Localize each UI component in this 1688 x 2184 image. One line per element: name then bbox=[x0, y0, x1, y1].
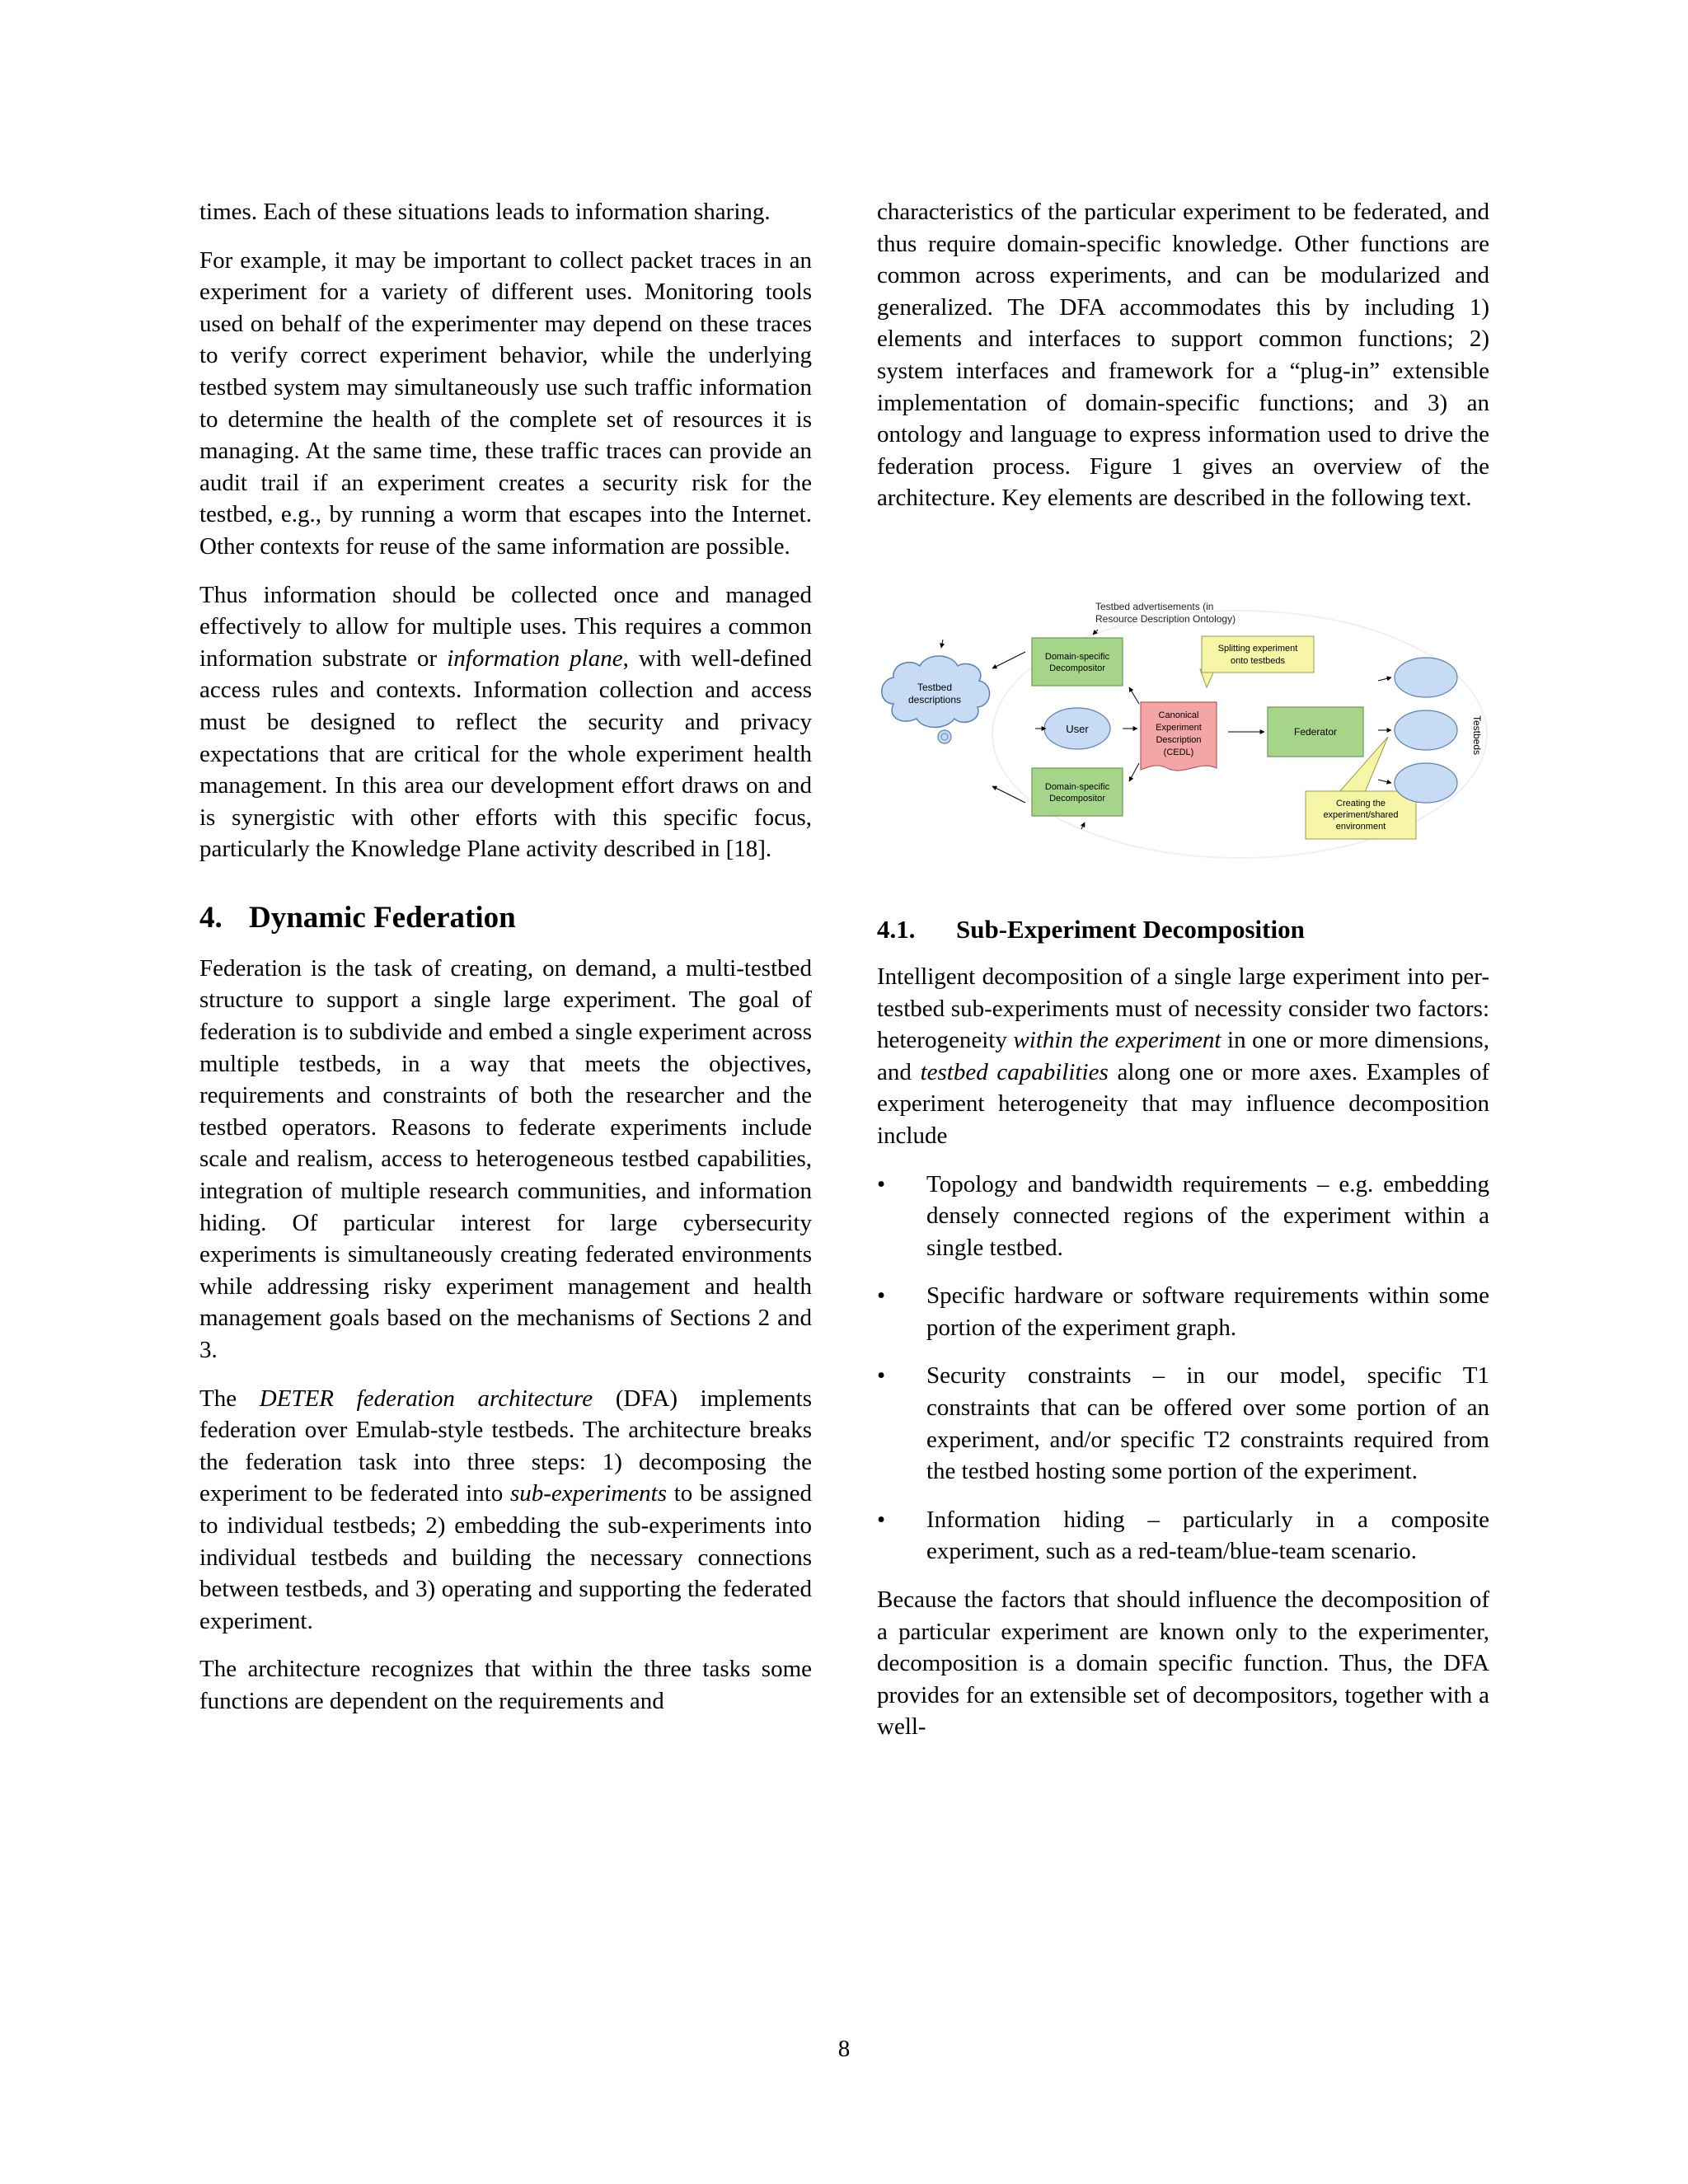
subsection-number: 4.1. bbox=[877, 914, 916, 944]
text-run: along one or more axes. Examples of experiment heterogeneity that may influence decomposition include bbox=[877, 1058, 1489, 1149]
creating-line1: Creating the bbox=[1336, 798, 1386, 808]
page-number: 8 bbox=[837, 2036, 851, 2062]
paragraph bbox=[877, 961, 1489, 1152]
list-item bbox=[877, 1504, 1489, 1568]
splitting-line2: onto testbeds bbox=[1230, 655, 1286, 666]
section-heading bbox=[199, 900, 812, 936]
text-run: , with well-defined access rules and contexts. Information collection and access must be designed to reflect the security and privacy expectations that are critical for the whole experiment health management. In this area our development effort draws on and is synergistic with other efforts with this specific focus, particularly the Knowledge Plane activity described in [18]. bbox=[199, 644, 812, 863]
decompositor-bottom-line2: Decompositor bbox=[1049, 793, 1105, 804]
italic-term: information plane bbox=[447, 644, 623, 672]
cedl-line2: Experiment bbox=[1156, 722, 1202, 733]
list-item-text: Security constraints – in our model, specific T1 constraints that can be offered over some portion of an experiment, and/or specific T2 constraints required from the testbed hosting some portion of the experiment. bbox=[926, 1362, 1489, 1485]
list-item bbox=[877, 1280, 1489, 1343]
list-item-text: Topology and bandwidth requirements – e.g. embedding densely connected regions of the experiment within a single testbed. bbox=[926, 1170, 1489, 1261]
bullet-icon: • bbox=[877, 1506, 886, 1533]
list-item bbox=[877, 1360, 1489, 1487]
subsection-title: Sub-Experiment Decomposition bbox=[956, 914, 1305, 944]
paragraph: times. Each of these situations leads to information sharing. bbox=[199, 199, 771, 225]
italic-term: testbed capabilities bbox=[920, 1058, 1109, 1085]
text-run: The bbox=[199, 1385, 260, 1412]
italic-term: DETER federation architecture bbox=[259, 1385, 593, 1412]
arrow-decompositor-to-cloud bbox=[992, 652, 1025, 668]
arrow-to-testbed bbox=[1378, 780, 1391, 783]
text-run: (DFA) implements federation over Emulab-style testbeds. The architecture breaks the federation task into three steps: 1) decomposing the experiment to be federated into bbox=[199, 1385, 812, 1507]
testbed-node bbox=[1395, 710, 1457, 750]
federator-node bbox=[1268, 707, 1363, 757]
testbed-descriptions-cloud bbox=[882, 656, 990, 743]
ad-label-line1: Testbed advertisements (in bbox=[1095, 600, 1214, 612]
arrow-to-testbed bbox=[1378, 677, 1391, 681]
text-run: Intelligent decomposition of a single large experiment into per-testbed sub-experiments must of necessity consider two factors: heterogeneity bbox=[877, 963, 1489, 1054]
decompositor-top-line2: Decompositor bbox=[1049, 663, 1105, 673]
subsection-heading bbox=[877, 913, 1489, 946]
paragraph: The architecture recognizes that within the three tasks some functions are dependent on the requirements and bbox=[199, 1656, 812, 1714]
paragraph: Because the factors that should influence the decomposition of a particular experiment are known only to the experimenter, decomposition is a domain specific function. Thus, the DFA provides for an extensible set of decompositors, together with a well- bbox=[877, 1586, 1489, 1741]
italic-term: sub-experiments bbox=[509, 1480, 668, 1507]
bullet-icon: • bbox=[877, 1362, 886, 1390]
ad-label-line2: Resource Description Ontology) bbox=[1095, 612, 1236, 625]
text-run: Thus information should be collected once and managed effectively to allow for multiple uses. This requires a common information substrate or bbox=[199, 581, 812, 672]
bullet-icon: • bbox=[877, 1282, 886, 1310]
left-column bbox=[199, 196, 812, 1718]
cedl-line3: Description bbox=[1156, 734, 1202, 745]
architecture-diagram bbox=[877, 598, 1489, 862]
creating-line3: environment bbox=[1335, 821, 1386, 832]
testbed-node bbox=[1395, 658, 1457, 697]
cedl-document bbox=[1141, 702, 1217, 771]
list-item-text: Specific hardware or software requirements within some portion of the experiment graph. bbox=[926, 1282, 1489, 1341]
cloud-label-line1: Testbed bbox=[917, 681, 953, 693]
domain-decompositor-top bbox=[1032, 638, 1123, 686]
testbed-node bbox=[1395, 763, 1457, 803]
federator-label: Federator bbox=[1293, 725, 1338, 738]
list-item-text: Information hiding – particularly in a composite experiment, such as a red-team/blue-team scenario. bbox=[926, 1506, 1489, 1565]
arrow-decompositor-to-cloud bbox=[992, 786, 1025, 803]
arrow-cedl-to-decompositor bbox=[1129, 687, 1139, 704]
arrow-cedl-to-decompositor bbox=[1129, 763, 1139, 781]
text-run: to be assigned to individual testbeds; 2) embedding the sub-experiments into individual testbeds and building the necessary connections between testbeds, and 3) operating and supporting the federated experiment. bbox=[199, 1480, 812, 1634]
decompositor-bottom-line1: Domain-specific bbox=[1044, 781, 1110, 792]
decompositor-top-line1: Domain-specific bbox=[1044, 651, 1110, 662]
bullet-list bbox=[877, 1169, 1489, 1568]
paragraph bbox=[199, 1383, 812, 1638]
list-item bbox=[877, 1169, 1489, 1264]
user-node bbox=[1044, 708, 1110, 749]
paragraph: Federation is the task of creating, on demand, a multi-testbed structure to support a single large experiment. The goal of federation is to subdivide and embed a single experiment across multiple testbeds, in a way that meets the objectives, requirements and constraints of both the researcher and the testbed operators. Reasons to federate experiments include scale and realism, access to heterogeneous testbed capabilities, integration of multiple research communities, and information hiding. Of particular interest for large cybersecurity experiments is simultaneously creating federated environments while addressing risky experiment management and health management goals based on the mechanisms of Sections 2 and 3. bbox=[199, 954, 812, 1363]
text-run: in one or more dimensions, and bbox=[877, 1027, 1489, 1085]
section-title: Dynamic Federation bbox=[249, 900, 516, 935]
arrow-to-decompositor bbox=[1081, 823, 1085, 829]
splitting-callout bbox=[1200, 636, 1314, 687]
creating-line2: experiment/shared bbox=[1323, 809, 1399, 820]
italic-term: within the experiment bbox=[1013, 1027, 1221, 1054]
paragraph: For example, it may be important to collect packet traces in an experiment for a variety of different uses. Monitoring tools used on behalf of the experimenter may depend on these traces to verify correct experiment behavior, while the underlying testbed system may simultaneously use such traffic information to determine the health of the complete set of resources it is managing. At the same time, these traffic traces can provide an audit trail if an experiment creates a security risk for the testbed, e.g., by running a worm that escapes into the Internet. Other contexts for reuse of the same information are possible. bbox=[199, 246, 812, 560]
architecture-figure bbox=[877, 598, 1489, 862]
user-label: User bbox=[1066, 722, 1089, 735]
right-column bbox=[877, 196, 1489, 1743]
cedl-line1: Canonical bbox=[1158, 710, 1199, 720]
section-number: 4. bbox=[199, 900, 223, 935]
paragraph bbox=[199, 579, 812, 865]
domain-decompositor-bottom bbox=[1032, 768, 1123, 816]
paragraph: characteristics of the particular experiment to be federated, and thus require domain-specific knowledge. Other functions are common across experiments, and can be modularized and generalized. The DFA accommodates this by including 1) elements and interfaces to support common functions; 2) system interfaces and framework for a “plug-in” extensible implementation of domain-specific functions; and 3) an ontology and language to express information used to drive the federation process. Figure 1 gives an overview of the architecture. Key elements are described in the following text. bbox=[877, 199, 1489, 512]
splitting-line1: Splitting experiment bbox=[1217, 643, 1298, 654]
testbeds-label: Testbeds bbox=[1471, 715, 1483, 755]
bullet-icon: • bbox=[877, 1170, 886, 1197]
cloud-label-line2: descriptions bbox=[907, 693, 962, 705]
cedl-line4: (CEDL) bbox=[1163, 747, 1194, 757]
arrow-to-cloud bbox=[941, 640, 943, 648]
